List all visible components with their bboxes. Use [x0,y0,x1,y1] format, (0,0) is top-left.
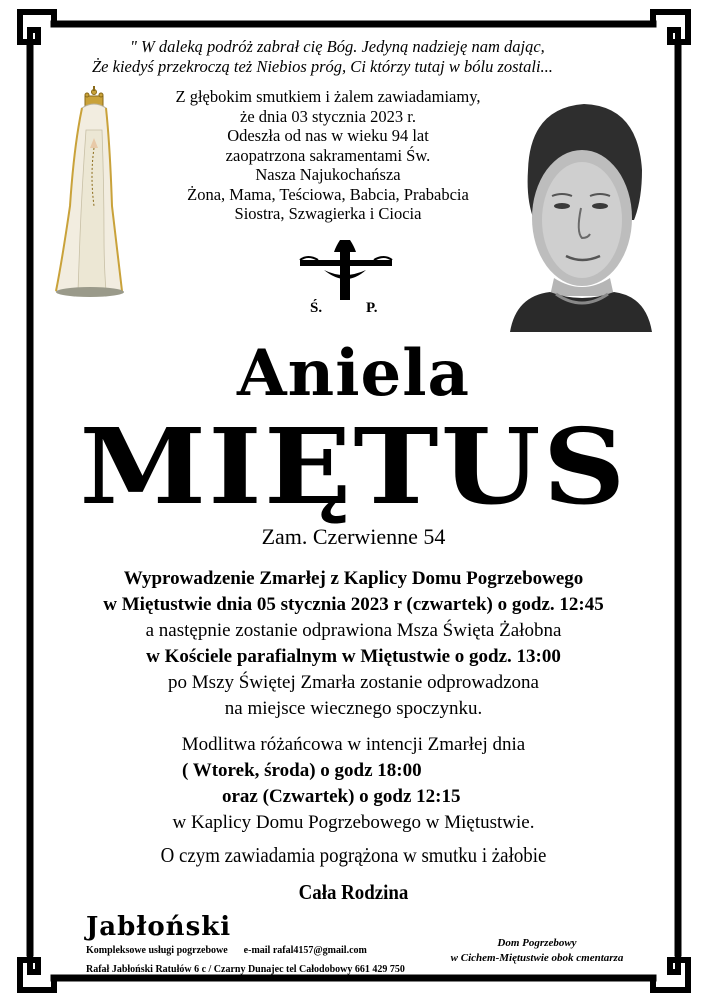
corner-top-left [20,12,54,48]
company-address: Rafał Jabłoński Ratułów 6 c / Czarny Dunajec tel Całodobowy 661 429 750 [86,964,405,975]
funeral-home-line-2: w Cichem-Miętustwie obok cmentarza [450,952,624,964]
intro-line: Odeszła od nas w wieku 94 lat [227,126,429,145]
prayer-line-2: ( Wtorek, środa) o godz 18:00 [182,760,422,781]
family-signature: Cała Rodzina [298,880,409,904]
quote-line-1: " W daleką podróż zabrał cię Bóg. Jedyną nadzieję nam dając, [130,37,545,56]
funeral-line-6: na miejsce wiecznego spoczynku. [224,698,483,719]
prayer-line-1: Modlitwa różańcowa w intencji Zmarłej dnia [181,734,526,755]
intro-line: Żona, Mama, Teściowa, Babcia, Prababcia [187,184,469,204]
funeral-line-1: Wyprowadzenie Zmarłej z Kaplicy Domu Pogrzebowego [123,568,584,589]
funeral-home-block [432,936,642,966]
company-email: e-mail rafal4157@gmail.com [243,945,367,956]
funeral-line-2: w Miętustwie dnia 05 stycznia 2023 r (czwartek) o godz. 12:45 [103,594,604,615]
closing-line: O czym zawiadamia pogrążona w smutku i żałobie [160,843,547,867]
intro-line: Z głębokim smutkiem i żalem zawiadamiamy, [175,87,481,106]
funeral-line-3: a następnie zostanie odprawiona Msza Święta Żałobna [145,620,562,641]
prayer-line-4: w Kaplicy Domu Pogrzebowego w Miętustwie. [172,812,535,833]
cross-icon [296,236,396,302]
corner-top-right [653,12,688,48]
corner-bottom-right [653,953,688,990]
cross-initials-right: P. [366,300,378,316]
funeral-home-line-1: Dom Pogrzebowy [497,937,577,949]
deceased-portrait-photo [510,100,652,332]
announcement-intro [138,87,518,224]
prayer-details [0,732,707,836]
funeral-line-5: po Mszy Świętej Zmarła zostanie odprowadzona [168,672,539,693]
funeral-line-4: w Kościele parafialnym w Miętustwie o godz. 13:00 [146,646,561,667]
company-name: Jabłoński [86,912,232,942]
funeral-company-block [86,914,405,975]
intro-line: zaopatrzona sakramentami Św. [225,145,431,165]
quote-line-2: Że kiedyś przekroczą też Niebios próg, Ci którzy tutaj w bólu zostali... [92,57,553,76]
company-services: Kompleksowe usługi pogrzebowe [86,945,228,956]
intro-line: że dnia 03 stycznia 2023 r. [240,106,416,126]
intro-line: Siostra, Szwagierka i Ciocia [234,204,422,223]
prayer-line-3: oraz (Czwartek) o godz 12:15 [222,786,461,807]
corner-bottom-left [20,953,54,990]
deceased-last-name: MIĘTUS [79,405,628,528]
deceased-first-name: Aniela [237,336,470,411]
memorial-quote [92,37,553,77]
deceased-address: Zam. Czerwienne 54 [261,524,446,549]
deceased-last-name-wrap [0,405,707,528]
intro-line: Nasza Najukochańsza [255,165,401,184]
funeral-details [0,566,707,722]
cross-initials-left: Ś. [310,300,323,316]
virgin-mary-statue-image [52,86,130,298]
